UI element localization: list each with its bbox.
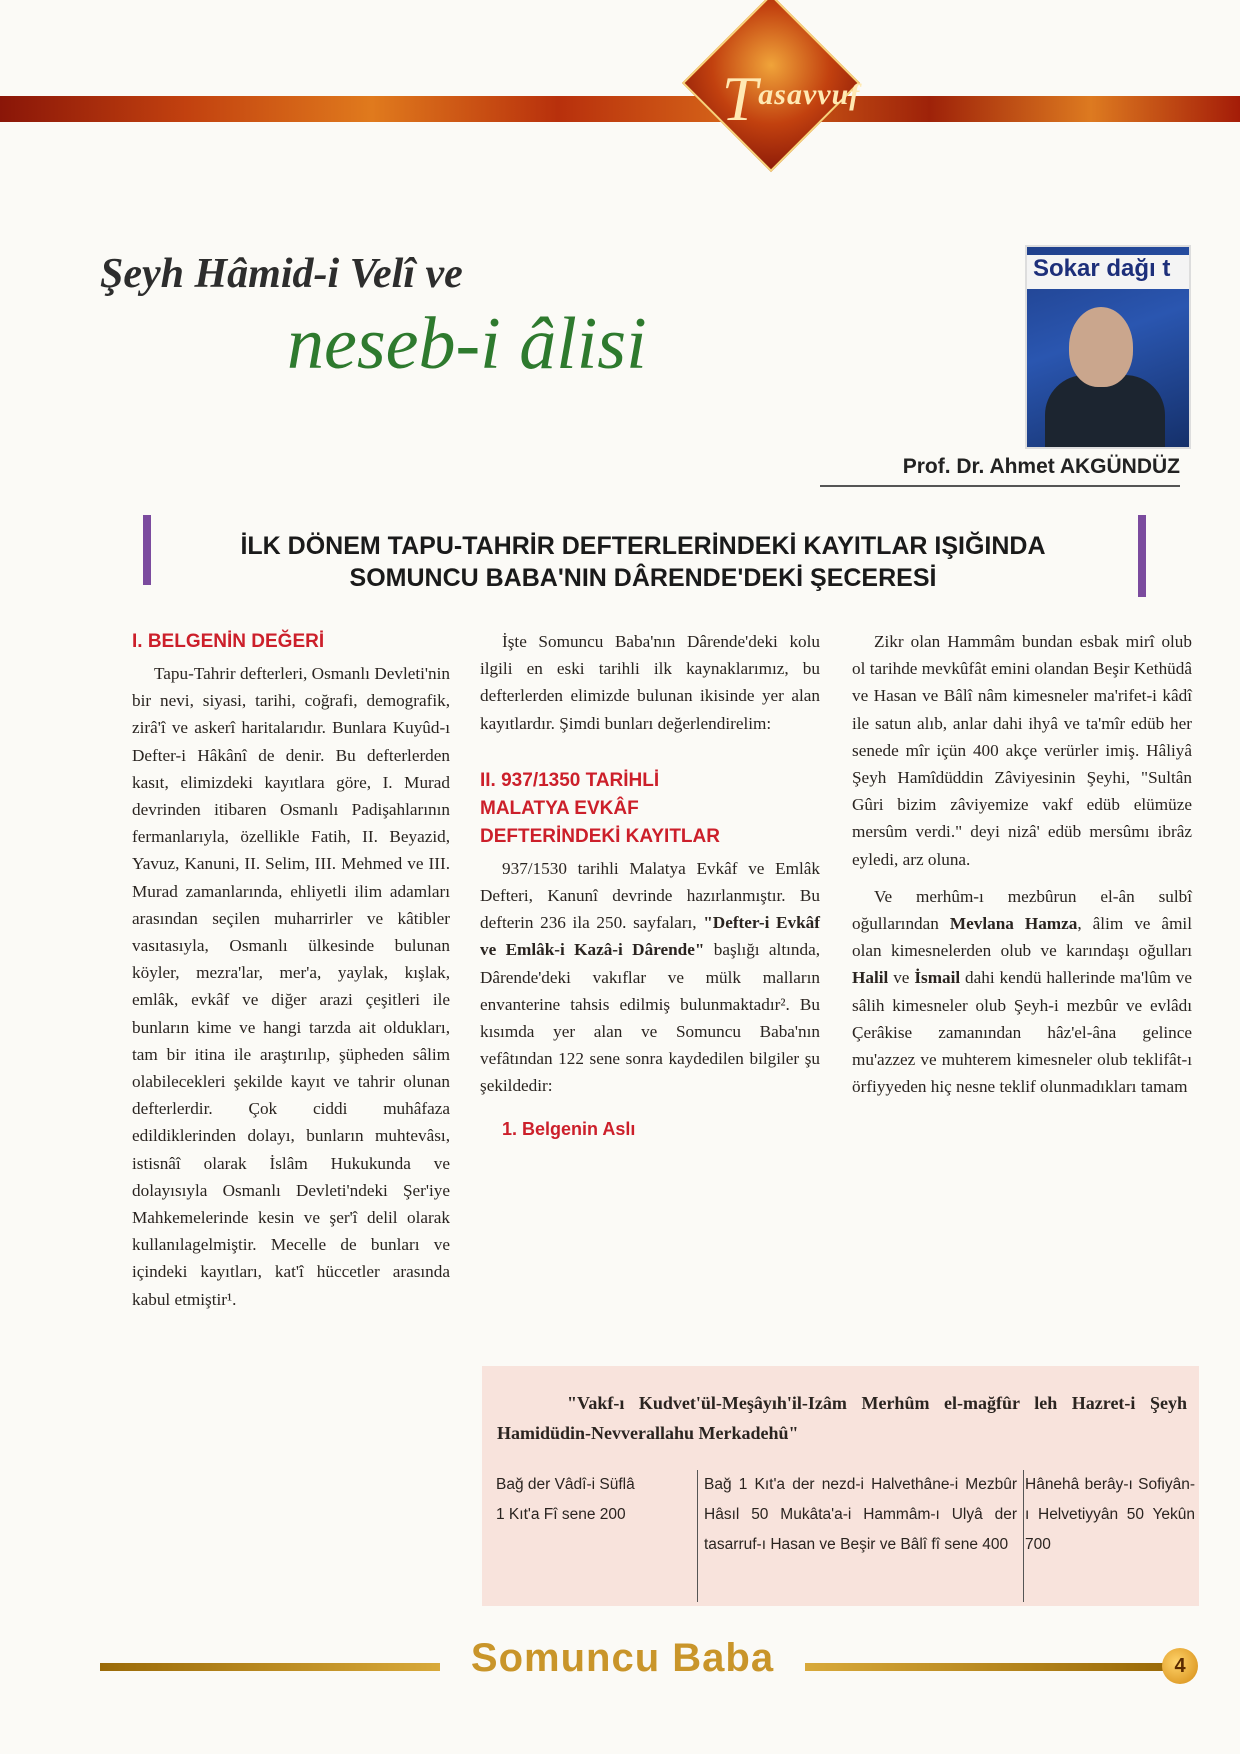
text-run: başlığı altında, Dârende'deki vakıflar ve mülk malların envanterine tahsis edilmiş bulunmaktadır². Bu kısımda yer alan ve Somuncu Baba'nın vefâtından 122 sene sonra kaydedilen bilgiler şu şekildedir: — [480, 940, 820, 1096]
column-3-paragraph-2 — [852, 883, 1192, 1101]
column-1 — [132, 628, 450, 1317]
section-title-2-line2: MALATYA EVKÂF — [480, 797, 639, 819]
text-run: , âlim ve âmil olan kimesnelerden olub ve karındaşı oğulları — [852, 914, 1192, 961]
photo-figure-head — [1069, 307, 1133, 387]
author-photo — [1025, 245, 1191, 449]
article-title-line1: Şeyh Hâmid-i Velî ve — [100, 251, 463, 297]
subsection-title: 1. Belgenin Aslı — [502, 1118, 636, 1139]
page-number: 4 — [1162, 1648, 1198, 1684]
document-box-col-1 — [496, 1470, 690, 1530]
column-1-paragraph: Tapu-Tahrir defterleri, Osmanlı Devleti'nin bir nevi, siyasi, tarihi, coğrafi, demografik, zirâ'î ve askerî haritalarıdır. Bunlara Kuyûd-ı Defter-i Hâkânî de denir. Bu defterlerden kasıt, elimizdeki kayıtlara göre, I. Murad devrinden itibaren Osmanlı Padişahlarının fermanlarıyla, özellikle Fatih, II. Beyazid, Yavuz, Kanuni, II. Selim, III. Mehmed ve III. Murad zamanlarında, ehliyetli ilim adamları arasından seçilen muharrirler ve kâtibler vasıtasıyla, Osmanlı ülkesinde bulunan köyler, mezra'lar, mer'a, yaylak, kışlak, emlâk, evkâf ve diğer arazi çeşitleri ile bunların kime ve hangi tarzda ait oldukları, tam bir itina ile araştırılıp, şüpheden sâlim olabilecekleri şekilde kayıt ve tahrir olunan defterlerdir. Çok ciddi muhâfaza edildiklerinden dolayı, bunların muhtevâsı, istisnâî olarak İslâm Hukukunda ve dolayısıyla Osmanlı Devleti'ndeki Şer'iye Mahkemelerinde kesin ve şer'î delil olarak kullanılagelmiştir. Mecelle de bunları ve içindeki kayıtları, kat'î hüccetler arasında kabul etmiştir¹. — [132, 664, 450, 1309]
section-title-2-line1: II. 937/1350 TARİHLİ — [480, 769, 660, 791]
column-2-paragraph-1: İşte Somuncu Baba'nın Dârende'deki kolu ilgili en eski tarihli ilk kaynaklarımız, bu defterlerden elimizde bulunan ikisinde yer alan kayıtlardır. Şimdi bunları değerlendirelim: — [480, 632, 820, 733]
text-run: 937/1530 tarihli Malatya Evkâf ve Emlâk Defteri, Kanunî devrinde hazırlanmıştır. Bu defterin 236 ila 250. sayfaları, — [480, 858, 820, 933]
column-3-paragraph-1: Zikr olan Hammâm bundan esbak mirî olub ol tarihde mevkûfât emini olandan Beşir Kethüdâ ve Hasan ve Bâlî nâm kimesneler ma'rifet-i kâdî ile satun alıb, anlar dahi ihyâ ve ta'mîr edüb her senede mîr içün 400 akçe verürler imiş. Hâliyâ Şeyh Hamîdüddin Zâviyesinin Şeyhi, "Sultân Gûri bizim zâviyemize vakf edüb elümüze mersûm verdi." deyi nizâ' edüb mersûmı ibrâz eyledi, arz oluna. — [852, 632, 1192, 869]
photo-banner-text: Sokar dağı t — [1027, 255, 1191, 289]
footer-bar-left — [100, 1663, 440, 1671]
article-heading-line1: İLK DÖNEM TAPU-TAHRİR DEFTERLERİNDEKİ KAYITLAR IŞIĞINDA — [240, 532, 1046, 560]
text-run: ve — [888, 968, 915, 988]
article-heading — [148, 530, 1138, 594]
section-badge-label: Tasavvuf — [721, 63, 861, 134]
text-run: Ve merhûm-ı mezbûrun el-ân sulbî oğullarından — [852, 886, 1192, 934]
author-name: Prof. Dr. Ahmet AKGÜNDÜZ — [820, 455, 1180, 487]
document-box-title: "Vakf-ı Kudvet'ül-Meşâyıh'il-Izâm Merhûm el-mağfûr leh Hazret-i Şeyh Hamidüdin-Nevverallahu Merkadehû" — [497, 1393, 1187, 1443]
section-title-1: I. BELGENİN DEĞERİ — [132, 631, 325, 652]
column-2 — [480, 628, 820, 1147]
section-title-2 — [480, 767, 820, 851]
document-box-col-1-line2: 1 Kıt'a Fî sene 200 — [496, 1506, 626, 1523]
defter-title: "Defter-i Evkâf ve Emlâk-i Kazâ-i Dârende" — [480, 913, 820, 960]
magazine-logo: Somuncu Baba — [470, 1636, 775, 1680]
article-heading-line2: SOMUNCU BABA'NIN DÂRENDE'DEKİ ŞECERESİ — [349, 564, 937, 592]
document-box-col-1-line1: Bağ der Vâdî-i Süflâ — [496, 1476, 635, 1493]
header-bar — [0, 96, 1240, 122]
name-ismail: İsmail — [914, 968, 961, 988]
name-mevlana-hamza: Mevlana Hamza — [949, 914, 1078, 934]
document-box-col-3: Hânehâ berây-ı Sofiyân-ı Helvetiyyân 50 Yekûn 700 — [1025, 1476, 1195, 1553]
name-halil: Halil — [852, 968, 889, 988]
document-box-col-2: Bağ 1 Kıt'a der nezd-i Halvethâne-i Mezbûr Hâsıl 50 Mukâta'a-i Hammâm-ı Ulyâ der tasarruf-ı Hasan ve Beşir ve Bâlî fî sene 400 — [697, 1470, 1024, 1602]
article-title-line2: neseb-i âlisi — [287, 303, 647, 385]
heading-bar-right — [1138, 515, 1146, 597]
column-3 — [852, 628, 1192, 1104]
section-title-2-line3: DEFTERİNDEKİ KAYITLAR — [480, 825, 720, 847]
footer-bar-right — [805, 1663, 1165, 1671]
column-2-paragraph-2 — [480, 855, 820, 1100]
text-run: dahi kendü hallerinde ma'lûm ve sâlih kimesneler olub Şeyh-i mezbûr ve evlâdı Çerâkise zamanından hâz'el-âna gelince mu'azzez ve muhterem kimesneler olub teklifât-ı örfiyyeden hiç nesne teklif olunmadıkları tamam — [852, 968, 1192, 1097]
